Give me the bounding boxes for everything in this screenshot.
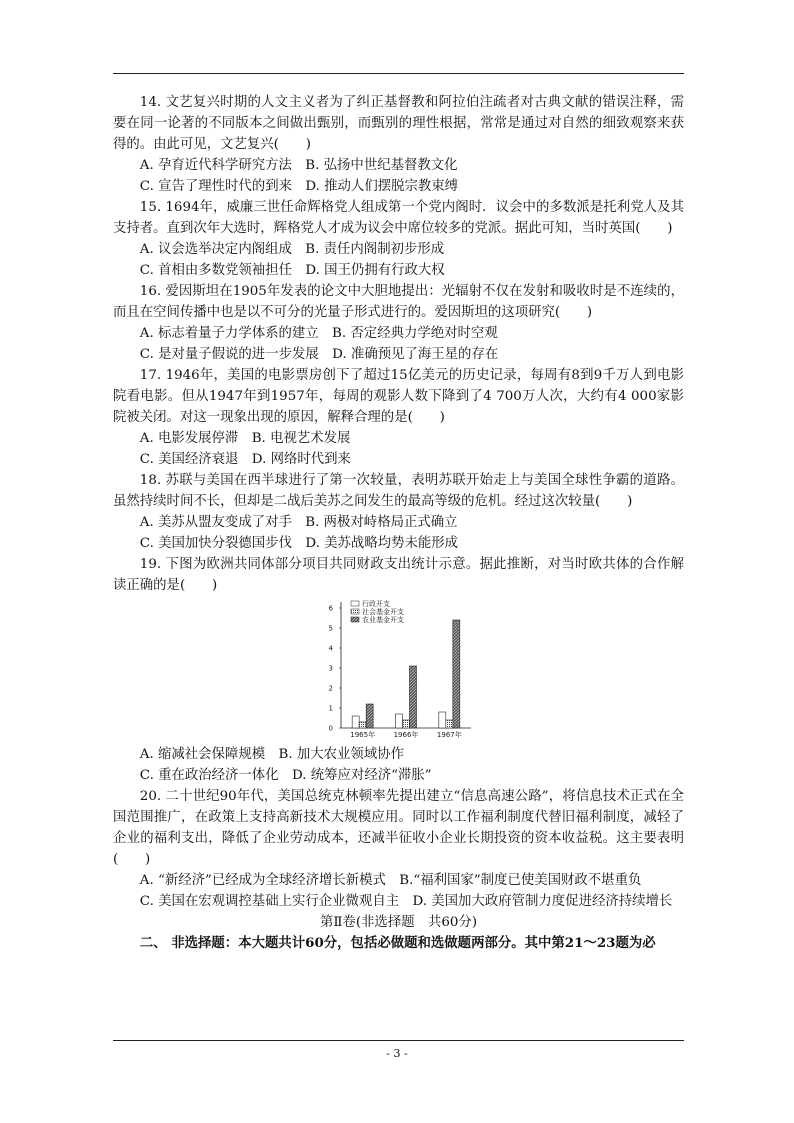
page-number: - 3 -: [386, 1047, 408, 1060]
question-stem: 17. 1946年，美国的电影票房创下了超过15亿美元的历史记录，每周有8到9千万人到电影院看电影。但从1947年到1957年，每周的观影人数下降到了4 700万人次，大约有4 000家影院被关闭。对这一现象出现的原因，解释合理的是( ): [113, 368, 684, 425]
option-line: C. 宣告了理性时代的到来 D. 推动人们摆脱宗教束缚: [139, 179, 459, 194]
y-tick-label: 4: [328, 644, 333, 653]
q19-options: [113, 744, 684, 786]
section-title: 第Ⅱ卷(非选择题 共60分): [319, 915, 478, 930]
legend-label: 农业基金开支: [362, 616, 404, 624]
option-line: C. 美国经济衰退 D. 网络时代到来: [139, 452, 351, 467]
x-tick-label: 1967年: [436, 731, 462, 739]
bar: [359, 722, 366, 728]
option-line: C. 重在政治经济一体化 D. 统筹应对经济“滞胀”: [139, 768, 432, 783]
x-tick-label: 1966年: [393, 731, 419, 739]
x-tick-label: 1965年: [350, 731, 376, 739]
header-rule: [113, 73, 684, 74]
bar: [396, 714, 403, 728]
question-list: [113, 92, 684, 596]
legend-label: 社会基金开支: [362, 608, 404, 616]
y-tick-label: 6: [328, 604, 333, 613]
option-line: A. 孕育近代科学研究方法 B. 弘扬中世纪基督教文化: [139, 158, 458, 173]
question-stem: 18. 苏联与美国在西半球进行了第一次较量，表明苏联开始走上与美国全球性争霸的道路。虽然持续时间不长，但却是二战后美苏之间发生的最高等级的危机。经过这次较量( ): [113, 473, 684, 509]
y-tick-label: 1: [328, 704, 333, 713]
legend-swatch: [351, 617, 359, 622]
question-stem: 16. 爱因斯坦在1905年发表的论文中大胆地提出：光辐射不仅在发射和吸收时是不连续的，而且在空间传播中也是以不可分的光量子形式进行的。爱因斯坦的这项研究( ): [113, 284, 684, 320]
option-line: A. 美苏从盟友变成了对手 B. 两极对峙格局正式确立: [139, 515, 458, 530]
option-line: C. 首相由多数党领袖担任 D. 国王仍拥有行政大权: [139, 263, 445, 278]
y-tick-label: 5: [328, 624, 333, 633]
legend-swatch: [351, 609, 359, 614]
option-line: A. 标志着量子力学体系的建立 B. 否定经典力学绝对时空观: [139, 326, 498, 341]
question-stem: 15. 1694年，威廉三世任命辉格党人组成第一个党内阁时．议会中的多数派是托利党人及其支持者。直到次年大选时，辉格党人才成为议会中席位较多的党派。据此可知，当时英国( ): [113, 200, 684, 236]
question-20-stem: 20. 二十世纪90年代，美国总统克林顿率先提出建立“信息高速公路”，将信息技术正式在全国范围推广，在政策上支持高新技术大规模应用。同时以工作福利制度代替旧福利制度，减轻了企业的福利支出，降低了企业劳动成本，还减半征收小企业长期投资的资本收益税。这主要表明( ): [113, 789, 684, 867]
option-line: A. “新经济”已经成为全球经济增长新模式 B.“福利国家”制度已使美国财政不堪重负: [139, 873, 642, 888]
bar: [439, 712, 446, 728]
exam-page: [113, 92, 684, 954]
option-line: C. 是对量子假说的进一步发展 D. 准确预见了海王星的存在: [139, 347, 499, 362]
bar: [352, 716, 359, 728]
footer-rule: [113, 1040, 684, 1041]
section-intro: 二、 非选择题：本大题共计60分，包括必做题和选做题两部分。其中第21～23题为必: [139, 935, 656, 951]
y-tick-label: 3: [328, 664, 333, 673]
option-line: C. 美国在宏观调控基础上实行企业微观自主 D. 美国加大政府管制力度促进经济持续增长: [139, 894, 673, 909]
legend-swatch: [351, 601, 359, 606]
y-tick-label: 0: [328, 724, 333, 733]
bar: [403, 720, 410, 728]
question-stem: 14. 文艺复兴时期的人文主义者为了纠正基督教和阿拉伯注疏者对古典文献的错误注释，需要在同一论著的不同版本之间做出甄别，而甄别的理性根据，常常是通过对自然的细致观察来获得的。由此可见，文艺复兴( ): [113, 95, 684, 152]
option-line: A. 议会选举决定内阁组成 B. 责任内阁制初步形成: [139, 242, 445, 257]
bar: [453, 620, 460, 728]
expenditure-chart: [319, 600, 479, 742]
option-line: A. 电影发展停滞 B. 电视艺术发展: [139, 431, 351, 446]
legend-label: 行政开支: [362, 600, 390, 608]
question-stem: 19. 下图为欧洲共同体部分项目共同财政支出统计示意。据此推断，对当时欧共体的合作解读正确的是( ): [113, 557, 684, 593]
bar: [446, 720, 453, 728]
option-line: A. 缩减社会保障规模 B. 加大农业领域协作: [139, 747, 404, 762]
option-line: C. 美国加快分裂德国步伐 D. 美苏战略均势未能形成: [139, 536, 459, 551]
y-tick-label: 2: [328, 684, 333, 693]
bar: [366, 704, 373, 728]
bar: [410, 666, 417, 728]
